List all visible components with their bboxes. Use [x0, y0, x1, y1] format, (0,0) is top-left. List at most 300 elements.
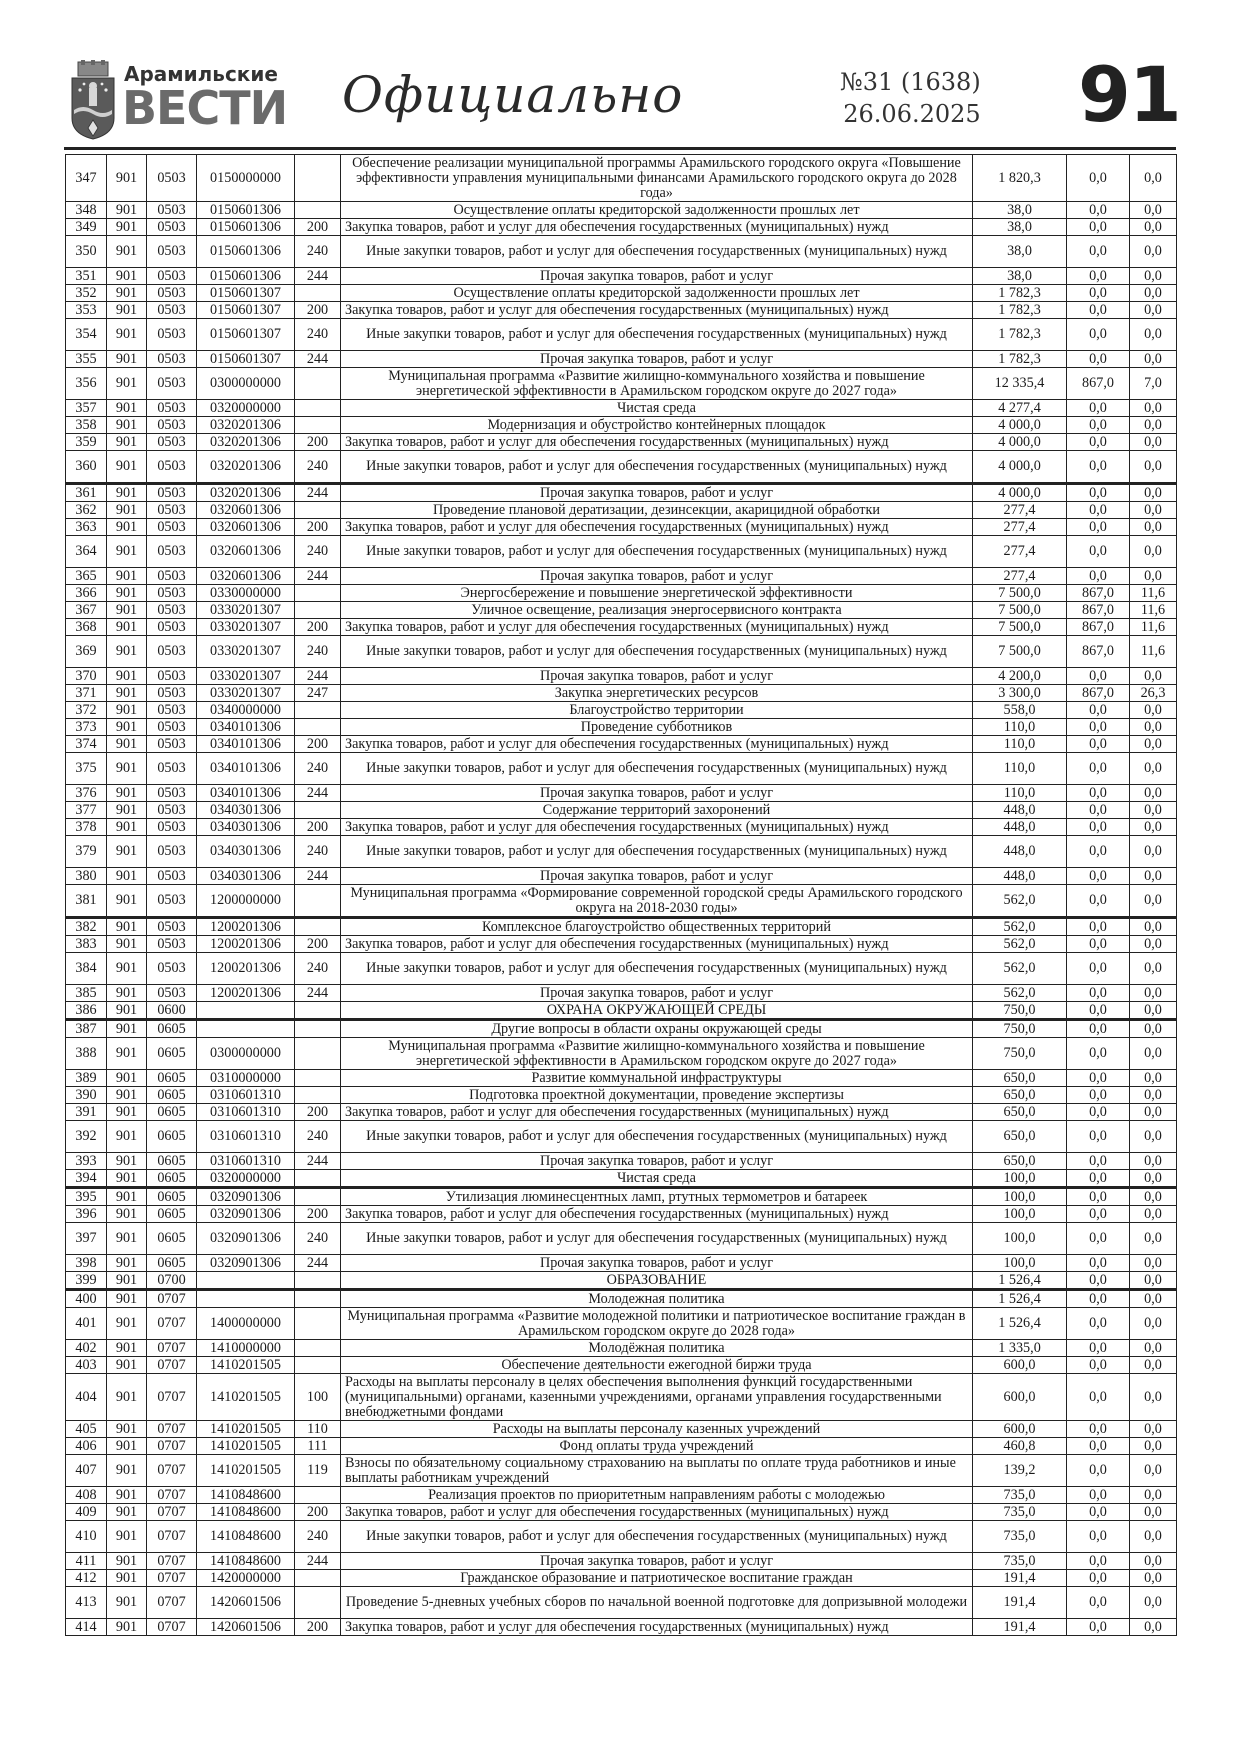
- cell-row-number: 366: [66, 585, 107, 602]
- cell-planned-amount: 1 782,3: [973, 351, 1067, 368]
- cell-description: Муниципальная программа «Развитие жилищно-коммунального хозяйства и повышение энергетической эффективности в Арамильском городском округе до 2027 года»: [341, 1038, 973, 1070]
- cell-planned-amount: 650,0: [973, 1153, 1067, 1170]
- cell-section-code: 0707: [147, 1570, 197, 1587]
- table-row: [66, 1087, 1177, 1104]
- cell-description: Иные закупки товаров, работ и услуг для обеспечения государственных (муниципальных) нужд: [341, 236, 973, 268]
- cell-admin-code: 901: [107, 702, 147, 719]
- cell-description: Закупка товаров, работ и услуг для обеспечения государственных (муниципальных) нужд: [341, 936, 973, 953]
- cell-target-article-code: 1410201505: [197, 1421, 295, 1438]
- cell-description: Закупка товаров, работ и услуг для обеспечения государственных (муниципальных) нужд: [341, 302, 973, 319]
- cell-admin-code: 901: [107, 1487, 147, 1504]
- cell-section-code: 0503: [147, 219, 197, 236]
- budget-table: [65, 154, 1177, 1636]
- cell-description: Прочая закупка товаров, работ и услуг: [341, 484, 973, 502]
- cell-admin-code: 901: [107, 155, 147, 202]
- cell-row-number: 361: [66, 484, 107, 502]
- cell-expense-type-code: 119: [295, 1455, 341, 1487]
- cell-row-number: 378: [66, 819, 107, 836]
- cell-admin-code: 901: [107, 319, 147, 351]
- cell-execution-percent: 0,0: [1130, 285, 1177, 302]
- cell-expense-type-code: [295, 1357, 341, 1374]
- cell-expense-type-code: [295, 285, 341, 302]
- cell-planned-amount: 110,0: [973, 753, 1067, 785]
- cell-row-number: 381: [66, 885, 107, 918]
- cell-target-article-code: 1410201505: [197, 1455, 295, 1487]
- cell-expense-type-code: 244: [295, 484, 341, 502]
- cell-row-number: 400: [66, 1290, 107, 1308]
- cell-expense-type-code: [295, 1170, 341, 1188]
- cell-expense-type-code: [295, 1087, 341, 1104]
- cell-planned-amount: 4 000,0: [973, 484, 1067, 502]
- cell-planned-amount: 191,4: [973, 1619, 1067, 1636]
- cell-expense-type-code: 240: [295, 236, 341, 268]
- cell-section-code: 0503: [147, 636, 197, 668]
- cell-row-number: 382: [66, 918, 107, 936]
- cell-planned-amount: 7 500,0: [973, 636, 1067, 668]
- cell-execution-percent: 0,0: [1130, 451, 1177, 484]
- cell-execution-percent: 0,0: [1130, 268, 1177, 285]
- table-row: [66, 236, 1177, 268]
- cell-planned-amount: 277,4: [973, 568, 1067, 585]
- table-row: [66, 1121, 1177, 1153]
- cell-target-article-code: [197, 1290, 295, 1308]
- cell-execution-percent: 0,0: [1130, 519, 1177, 536]
- cell-row-number: 364: [66, 536, 107, 568]
- cell-execution-percent: 0,0: [1130, 236, 1177, 268]
- cell-executed-amount: 0,0: [1067, 918, 1130, 936]
- cell-executed-amount: 0,0: [1067, 1070, 1130, 1087]
- cell-target-article-code: 0150000000: [197, 155, 295, 202]
- table-row: [66, 836, 1177, 868]
- cell-planned-amount: 3 300,0: [973, 685, 1067, 702]
- cell-description: Содержание территорий захоронений: [341, 802, 973, 819]
- cell-row-number: 363: [66, 519, 107, 536]
- cell-section-code: 0503: [147, 484, 197, 502]
- cell-description: Чистая среда: [341, 1170, 973, 1188]
- cell-executed-amount: 0,0: [1067, 1002, 1130, 1020]
- cell-admin-code: 901: [107, 285, 147, 302]
- cell-planned-amount: 38,0: [973, 202, 1067, 219]
- cell-admin-code: 901: [107, 1020, 147, 1038]
- cell-target-article-code: 0320901306: [197, 1188, 295, 1206]
- cell-execution-percent: 0,0: [1130, 1170, 1177, 1188]
- cell-execution-percent: 0,0: [1130, 868, 1177, 885]
- cell-planned-amount: 277,4: [973, 536, 1067, 568]
- cell-execution-percent: 0,0: [1130, 1308, 1177, 1340]
- cell-target-article-code: 0150601306: [197, 236, 295, 268]
- cell-section-code: 0707: [147, 1504, 197, 1521]
- cell-row-number: 413: [66, 1587, 107, 1619]
- cell-executed-amount: 0,0: [1067, 155, 1130, 202]
- cell-description: Осуществление оплаты кредиторской задолженности прошлых лет: [341, 202, 973, 219]
- cell-execution-percent: 0,0: [1130, 1504, 1177, 1521]
- cell-target-article-code: 1410848600: [197, 1504, 295, 1521]
- cell-description: Обеспечение реализации муниципальной программы Арамильского городского округа «Повышение эффективности управления муниципальными финансами Арамильского городского округа до 2028 года»: [341, 155, 973, 202]
- cell-expense-type-code: [295, 1290, 341, 1308]
- cell-target-article-code: 0320000000: [197, 1170, 295, 1188]
- cell-planned-amount: 110,0: [973, 785, 1067, 802]
- cell-admin-code: 901: [107, 1087, 147, 1104]
- cell-expense-type-code: [295, 602, 341, 619]
- cell-planned-amount: 1 526,4: [973, 1272, 1067, 1290]
- cell-expense-type-code: [295, 400, 341, 417]
- cell-expense-type-code: [295, 1308, 341, 1340]
- cell-execution-percent: 0,0: [1130, 1619, 1177, 1636]
- cell-description: Иные закупки товаров, работ и услуг для обеспечения государственных (муниципальных) нужд: [341, 953, 973, 985]
- issue-date: 26.06.2025: [843, 100, 981, 128]
- table-row: [66, 1421, 1177, 1438]
- table-row: [66, 1570, 1177, 1587]
- cell-executed-amount: 0,0: [1067, 319, 1130, 351]
- cell-row-number: 392: [66, 1121, 107, 1153]
- cell-execution-percent: 0,0: [1130, 953, 1177, 985]
- table-row: [66, 1587, 1177, 1619]
- cell-description: Закупка товаров, работ и услуг для обеспечения государственных (муниципальных) нужд: [341, 619, 973, 636]
- table-row: [66, 668, 1177, 685]
- cell-section-code: 0605: [147, 1255, 197, 1272]
- cell-target-article-code: 1420601506: [197, 1587, 295, 1619]
- cell-expense-type-code: [295, 885, 341, 918]
- cell-execution-percent: 0,0: [1130, 1002, 1177, 1020]
- cell-planned-amount: 1 782,3: [973, 285, 1067, 302]
- cell-execution-percent: 0,0: [1130, 1272, 1177, 1290]
- cell-row-number: 409: [66, 1504, 107, 1521]
- cell-planned-amount: 191,4: [973, 1587, 1067, 1619]
- header-divider: [64, 147, 1176, 150]
- cell-planned-amount: 100,0: [973, 1206, 1067, 1223]
- cell-section-code: 0503: [147, 819, 197, 836]
- cell-row-number: 362: [66, 502, 107, 519]
- cell-admin-code: 901: [107, 519, 147, 536]
- cell-expense-type-code: [295, 802, 341, 819]
- cell-target-article-code: 0330201307: [197, 685, 295, 702]
- cell-section-code: 0503: [147, 936, 197, 953]
- cell-row-number: 395: [66, 1188, 107, 1206]
- cell-target-article-code: 0320601306: [197, 568, 295, 585]
- cell-execution-percent: 0,0: [1130, 936, 1177, 953]
- cell-target-article-code: 1410848600: [197, 1553, 295, 1570]
- coat-of-arms-icon: [68, 60, 118, 140]
- cell-execution-percent: 0,0: [1130, 502, 1177, 519]
- cell-target-article-code: 0300000000: [197, 368, 295, 400]
- cell-description: Реализация проектов по приоритетным направлениям работы с молодежью: [341, 1487, 973, 1504]
- cell-expense-type-code: 244: [295, 868, 341, 885]
- cell-expense-type-code: [295, 1020, 341, 1038]
- cell-expense-type-code: [295, 719, 341, 736]
- cell-description: Закупка товаров, работ и услуг для обеспечения государственных (муниципальных) нужд: [341, 1504, 973, 1521]
- cell-admin-code: 901: [107, 636, 147, 668]
- cell-row-number: 349: [66, 219, 107, 236]
- cell-expense-type-code: 200: [295, 619, 341, 636]
- cell-executed-amount: 0,0: [1067, 484, 1130, 502]
- cell-planned-amount: 735,0: [973, 1487, 1067, 1504]
- cell-execution-percent: 0,0: [1130, 1587, 1177, 1619]
- cell-admin-code: 901: [107, 1308, 147, 1340]
- cell-executed-amount: 0,0: [1067, 202, 1130, 219]
- cell-admin-code: 901: [107, 400, 147, 417]
- cell-section-code: 0605: [147, 1104, 197, 1121]
- table-row: [66, 702, 1177, 719]
- cell-executed-amount: 0,0: [1067, 1487, 1130, 1504]
- cell-admin-code: 901: [107, 936, 147, 953]
- cell-executed-amount: 0,0: [1067, 1421, 1130, 1438]
- cell-admin-code: 901: [107, 1340, 147, 1357]
- cell-admin-code: 901: [107, 1272, 147, 1290]
- cell-section-code: 0605: [147, 1087, 197, 1104]
- cell-admin-code: 901: [107, 785, 147, 802]
- cell-row-number: 372: [66, 702, 107, 719]
- cell-expense-type-code: 200: [295, 1504, 341, 1521]
- cell-section-code: 0503: [147, 400, 197, 417]
- cell-section-code: 0503: [147, 836, 197, 868]
- cell-admin-code: 901: [107, 1619, 147, 1636]
- cell-expense-type-code: 240: [295, 1223, 341, 1255]
- table-row: [66, 685, 1177, 702]
- cell-execution-percent: 0,0: [1130, 1087, 1177, 1104]
- cell-planned-amount: 100,0: [973, 1223, 1067, 1255]
- cell-target-article-code: 0310601310: [197, 1087, 295, 1104]
- cell-target-article-code: 0150601306: [197, 202, 295, 219]
- cell-target-article-code: 0310601310: [197, 1104, 295, 1121]
- cell-description: Гражданское образование и патриотическое воспитание граждан: [341, 1570, 973, 1587]
- cell-row-number: 355: [66, 351, 107, 368]
- cell-executed-amount: 0,0: [1067, 1357, 1130, 1374]
- cell-execution-percent: 0,0: [1130, 668, 1177, 685]
- cell-execution-percent: 0,0: [1130, 1455, 1177, 1487]
- cell-target-article-code: 0320601306: [197, 502, 295, 519]
- cell-planned-amount: 100,0: [973, 1255, 1067, 1272]
- cell-section-code: 0707: [147, 1455, 197, 1487]
- cell-planned-amount: 600,0: [973, 1374, 1067, 1421]
- cell-execution-percent: 0,0: [1130, 753, 1177, 785]
- cell-target-article-code: 0310601310: [197, 1153, 295, 1170]
- cell-description: Другие вопросы в области охраны окружающей среды: [341, 1020, 973, 1038]
- cell-execution-percent: 11,6: [1130, 636, 1177, 668]
- cell-expense-type-code: 240: [295, 1121, 341, 1153]
- cell-description: Иные закупки товаров, работ и услуг для обеспечения государственных (муниципальных) нужд: [341, 536, 973, 568]
- cell-executed-amount: 0,0: [1067, 836, 1130, 868]
- cell-execution-percent: 0,0: [1130, 918, 1177, 936]
- cell-admin-code: 901: [107, 1038, 147, 1070]
- cell-description: Утилизация люминесцентных ламп, ртутных термометров и батареек: [341, 1188, 973, 1206]
- table-row: [66, 1038, 1177, 1070]
- cell-target-article-code: 0330000000: [197, 585, 295, 602]
- table-row: [66, 400, 1177, 417]
- cell-row-number: 412: [66, 1570, 107, 1587]
- cell-planned-amount: 4 000,0: [973, 417, 1067, 434]
- cell-admin-code: 901: [107, 985, 147, 1002]
- cell-row-number: 399: [66, 1272, 107, 1290]
- cell-description: Иные закупки товаров, работ и услуг для обеспечения государственных (муниципальных) нужд: [341, 1121, 973, 1153]
- table-row: [66, 502, 1177, 519]
- cell-planned-amount: 38,0: [973, 268, 1067, 285]
- cell-admin-code: 901: [107, 1553, 147, 1570]
- cell-execution-percent: 0,0: [1130, 1020, 1177, 1038]
- table-row: [66, 936, 1177, 953]
- cell-row-number: 365: [66, 568, 107, 585]
- cell-description: Осуществление оплаты кредиторской задолженности прошлых лет: [341, 285, 973, 302]
- cell-admin-code: 901: [107, 1121, 147, 1153]
- cell-description: Расходы на выплаты персоналу в целях обеспечения выполнения функций государственными (муниципальными) органами, казенными учреждениями, органами управления государственными внебюджетными фондами: [341, 1374, 973, 1421]
- cell-target-article-code: 0320201306: [197, 434, 295, 451]
- cell-admin-code: 901: [107, 868, 147, 885]
- cell-target-article-code: 0340301306: [197, 868, 295, 885]
- table-row: [66, 885, 1177, 918]
- cell-section-code: 0605: [147, 1038, 197, 1070]
- cell-section-code: 0503: [147, 351, 197, 368]
- cell-row-number: 377: [66, 802, 107, 819]
- cell-target-article-code: 0150601307: [197, 319, 295, 351]
- table-row: [66, 1223, 1177, 1255]
- cell-execution-percent: 0,0: [1130, 702, 1177, 719]
- cell-description: Модернизация и обустройство контейнерных площадок: [341, 417, 973, 434]
- cell-target-article-code: 0320901306: [197, 1255, 295, 1272]
- cell-description: Закупка товаров, работ и услуг для обеспечения государственных (муниципальных) нужд: [341, 1104, 973, 1121]
- cell-planned-amount: 1 335,0: [973, 1340, 1067, 1357]
- cell-expense-type-code: 244: [295, 1255, 341, 1272]
- cell-expense-type-code: [295, 1038, 341, 1070]
- cell-row-number: 348: [66, 202, 107, 219]
- cell-executed-amount: 0,0: [1067, 785, 1130, 802]
- cell-row-number: 354: [66, 319, 107, 351]
- table-row: [66, 736, 1177, 753]
- table-row: [66, 1455, 1177, 1487]
- cell-description: Иные закупки товаров, работ и услуг для обеспечения государственных (муниципальных) нужд: [341, 753, 973, 785]
- cell-description: Проведение 5-дневных учебных сборов по начальной военной подготовке для допризывной молодежи: [341, 1587, 973, 1619]
- cell-admin-code: 901: [107, 484, 147, 502]
- cell-execution-percent: 0,0: [1130, 1374, 1177, 1421]
- cell-row-number: 398: [66, 1255, 107, 1272]
- cell-row-number: 405: [66, 1421, 107, 1438]
- cell-row-number: 376: [66, 785, 107, 802]
- cell-section-code: 0503: [147, 719, 197, 736]
- cell-executed-amount: 0,0: [1067, 351, 1130, 368]
- cell-section-code: 0707: [147, 1290, 197, 1308]
- cell-expense-type-code: [295, 155, 341, 202]
- cell-description: Прочая закупка товаров, работ и услуг: [341, 868, 973, 885]
- cell-target-article-code: [197, 1020, 295, 1038]
- cell-description: Прочая закупка товаров, работ и услуг: [341, 268, 973, 285]
- cell-planned-amount: 562,0: [973, 936, 1067, 953]
- cell-executed-amount: 0,0: [1067, 1553, 1130, 1570]
- newspaper-name-main: ВЕСТИ: [122, 81, 288, 135]
- cell-row-number: 369: [66, 636, 107, 668]
- cell-admin-code: 901: [107, 417, 147, 434]
- table-row: [66, 368, 1177, 400]
- cell-expense-type-code: 244: [295, 985, 341, 1002]
- cell-section-code: 0503: [147, 319, 197, 351]
- cell-section-code: 0503: [147, 753, 197, 785]
- cell-target-article-code: 0310000000: [197, 1070, 295, 1087]
- cell-description: Иные закупки товаров, работ и услуг для обеспечения государственных (муниципальных) нужд: [341, 451, 973, 484]
- cell-expense-type-code: [295, 1272, 341, 1290]
- cell-planned-amount: 448,0: [973, 819, 1067, 836]
- table-row: [66, 285, 1177, 302]
- cell-expense-type-code: 110: [295, 1421, 341, 1438]
- cell-row-number: 383: [66, 936, 107, 953]
- table-row: [66, 1553, 1177, 1570]
- cell-admin-code: 901: [107, 836, 147, 868]
- cell-section-code: 0503: [147, 236, 197, 268]
- cell-planned-amount: 735,0: [973, 1504, 1067, 1521]
- cell-section-code: 0707: [147, 1619, 197, 1636]
- cell-section-code: 0503: [147, 202, 197, 219]
- cell-admin-code: 901: [107, 268, 147, 285]
- cell-executed-amount: 867,0: [1067, 602, 1130, 619]
- cell-planned-amount: 277,4: [973, 502, 1067, 519]
- table-row: [66, 155, 1177, 202]
- cell-section-code: 0605: [147, 1206, 197, 1223]
- cell-expense-type-code: [295, 502, 341, 519]
- cell-admin-code: 901: [107, 585, 147, 602]
- cell-executed-amount: 0,0: [1067, 568, 1130, 585]
- cell-description: Подготовка проектной документации, проведение экспертизы: [341, 1087, 973, 1104]
- cell-executed-amount: 0,0: [1067, 953, 1130, 985]
- cell-section-code: 0503: [147, 417, 197, 434]
- cell-description: Благоустройство территории: [341, 702, 973, 719]
- cell-target-article-code: 0150601306: [197, 219, 295, 236]
- cell-section-code: 0503: [147, 368, 197, 400]
- cell-execution-percent: 0,0: [1130, 1070, 1177, 1087]
- cell-admin-code: 901: [107, 1188, 147, 1206]
- cell-executed-amount: 0,0: [1067, 285, 1130, 302]
- cell-description: Молодёжная политика: [341, 1340, 973, 1357]
- cell-expense-type-code: [295, 1070, 341, 1087]
- cell-planned-amount: 562,0: [973, 885, 1067, 918]
- table-row: [66, 1357, 1177, 1374]
- cell-execution-percent: 0,0: [1130, 1290, 1177, 1308]
- cell-description: Прочая закупка товаров, работ и услуг: [341, 1153, 973, 1170]
- cell-target-article-code: 0320201306: [197, 451, 295, 484]
- cell-executed-amount: 0,0: [1067, 1619, 1130, 1636]
- cell-description: Энергосбережение и повышение энергетической эффективности: [341, 585, 973, 602]
- cell-planned-amount: 558,0: [973, 702, 1067, 719]
- cell-description: Иные закупки товаров, работ и услуг для обеспечения государственных (муниципальных) нужд: [341, 319, 973, 351]
- cell-planned-amount: 448,0: [973, 868, 1067, 885]
- cell-target-article-code: 1410201505: [197, 1374, 295, 1421]
- cell-executed-amount: 0,0: [1067, 536, 1130, 568]
- cell-section-code: 0503: [147, 451, 197, 484]
- cell-target-article-code: 1200201306: [197, 918, 295, 936]
- cell-target-article-code: 0150601307: [197, 351, 295, 368]
- cell-execution-percent: 0,0: [1130, 1121, 1177, 1153]
- cell-admin-code: 901: [107, 1170, 147, 1188]
- cell-expense-type-code: [295, 202, 341, 219]
- cell-description: Муниципальная программа «Развитие жилищно-коммунального хозяйства и повышение энергетической эффективности в Арамильском городском округе до 2027 года»: [341, 368, 973, 400]
- cell-execution-percent: 0,0: [1130, 885, 1177, 918]
- cell-expense-type-code: 244: [295, 351, 341, 368]
- cell-row-number: 402: [66, 1340, 107, 1357]
- cell-description: Комплексное благоустройство общественных территорий: [341, 918, 973, 936]
- cell-planned-amount: 38,0: [973, 236, 1067, 268]
- cell-section-code: 0707: [147, 1487, 197, 1504]
- cell-planned-amount: 4 000,0: [973, 434, 1067, 451]
- cell-row-number: 384: [66, 953, 107, 985]
- cell-planned-amount: 1 820,3: [973, 155, 1067, 202]
- cell-description: Уличное освещение, реализация энергосервисного контракта: [341, 602, 973, 619]
- cell-planned-amount: 7 500,0: [973, 619, 1067, 636]
- cell-planned-amount: 4 200,0: [973, 668, 1067, 685]
- cell-expense-type-code: 244: [295, 668, 341, 685]
- cell-admin-code: 901: [107, 1374, 147, 1421]
- cell-section-code: 0503: [147, 785, 197, 802]
- cell-section-code: 0503: [147, 268, 197, 285]
- cell-admin-code: 901: [107, 1153, 147, 1170]
- cell-description: Прочая закупка товаров, работ и услуг: [341, 568, 973, 585]
- cell-expense-type-code: 200: [295, 1619, 341, 1636]
- cell-target-article-code: 1410000000: [197, 1340, 295, 1357]
- cell-executed-amount: 0,0: [1067, 1570, 1130, 1587]
